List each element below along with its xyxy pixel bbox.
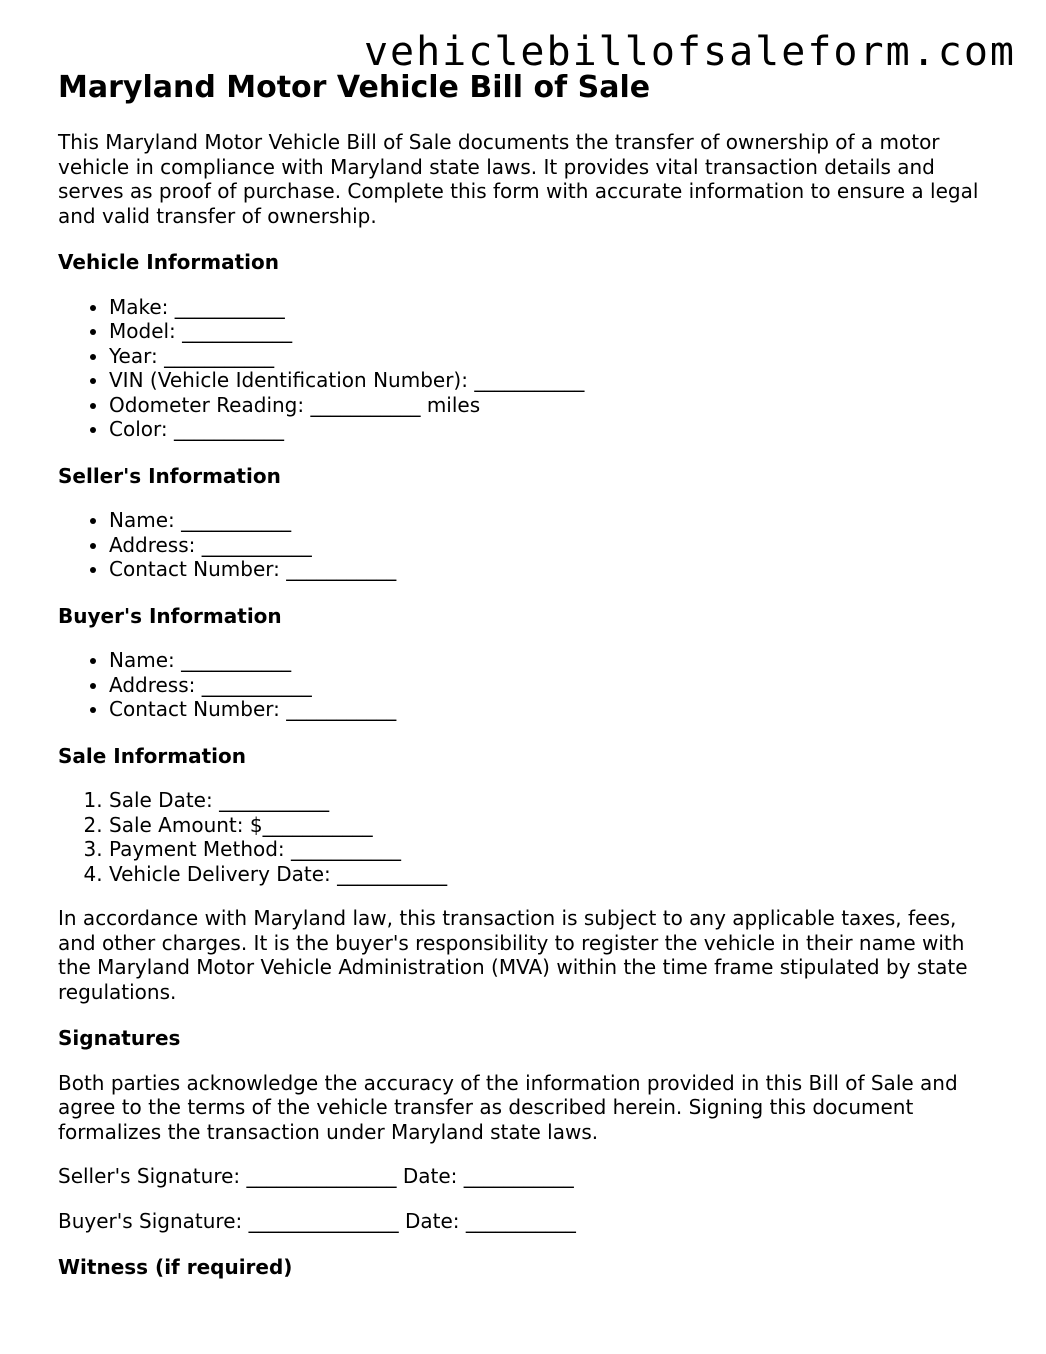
seller-info-list — [58, 508, 998, 582]
payment-method-item: 3. Payment Method: ___________ — [109, 837, 998, 862]
vehicle-odometer-item: • Odometer Reading: ___________ miles — [109, 393, 998, 418]
witness-section-heading: Witness (if required) — [58, 1255, 293, 1279]
document-body — [58, 70, 998, 1280]
law-paragraph: In accordance with Maryland law, this transaction is subject to any applicable taxes, fees, and other charges. It is the buyer's responsibility to register the vehicle in their name with the Maryland Motor Vehicle Administration (MVA) within the time frame stipulated by state regulations. — [58, 906, 968, 1004]
delivery-date-item: 4. Vehicle Delivery Date: ___________ — [109, 862, 998, 887]
seller-signature-line: Seller's Signature: _______________ Date: ___________ — [58, 1164, 574, 1188]
intro-paragraph: This Maryland Motor Vehicle Bill of Sale documents the transfer of ownership of a motor vehicle in compliance with Maryland state laws. It provides vital transaction details and serves as proof of purchase. Complete this form with accurate information to ensure a legal and valid transfer of ownership. — [58, 130, 979, 228]
buyer-name-item: • Name: ___________ — [109, 648, 998, 673]
vehicle-make-item: • Make: ___________ — [109, 295, 998, 320]
site-watermark: vehiclebillofsaleform.com — [363, 29, 1016, 75]
vehicle-vin-item: • VIN (Vehicle Identification Number): ___________ — [109, 368, 998, 393]
sale-date-item: 1. Sale Date: ___________ — [109, 788, 998, 813]
buyer-signature-line: Buyer's Signature: _______________ Date: ___________ — [58, 1208, 576, 1233]
vehicle-color-item: • Color: ___________ — [109, 417, 998, 442]
seller-name-item: • Name: ___________ — [109, 508, 998, 533]
sale-info-list — [58, 788, 998, 886]
seller-section-heading: Seller's Information — [58, 463, 281, 488]
signatures-paragraph: Both parties acknowledge the accuracy of the information provided in this Bill of Sale and agree to the terms of the vehicle transfer as described herein. Signing this document formalizes the transaction under Maryland state laws. — [58, 1070, 958, 1144]
buyer-address-item: • Address: ___________ — [109, 673, 998, 698]
vehicle-info-list — [58, 295, 998, 442]
signatures-section-heading: Signatures — [58, 1026, 181, 1050]
vehicle-section-heading: Vehicle Information — [58, 250, 279, 274]
buyer-section-heading: Buyer's Information — [58, 603, 282, 628]
buyer-info-list — [58, 648, 998, 722]
seller-contact-item: • Contact Number: ___________ — [109, 557, 998, 582]
vehicle-model-item: • Model: ___________ — [109, 319, 998, 344]
page-title: Maryland Motor Vehicle Bill of Sale — [58, 70, 651, 105]
seller-address-item: • Address: ___________ — [109, 533, 998, 558]
buyer-contact-item: • Contact Number: ___________ — [109, 697, 998, 722]
sale-amount-item: 2. Sale Amount: $___________ — [109, 813, 998, 838]
sale-section-heading: Sale Information — [58, 743, 246, 768]
vehicle-year-item: • Year: ___________ — [109, 344, 998, 369]
